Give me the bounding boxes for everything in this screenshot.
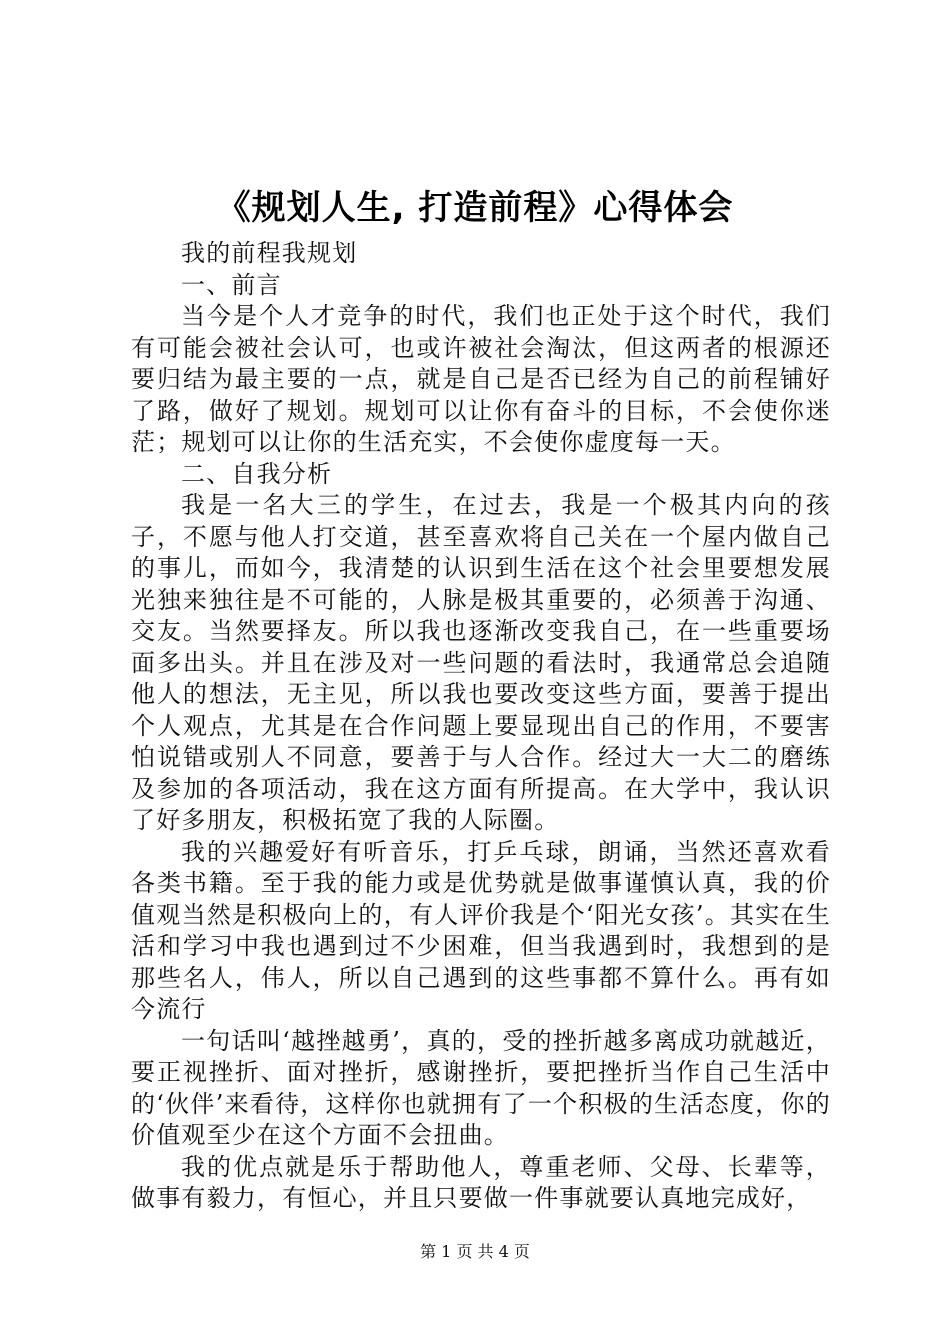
document-body: [131, 238, 831, 1215]
paragraph-self-analysis: 我是一名大三的学生，在过去，我是一个极其内向的孩子，不愿与他人打交道，甚至喜欢将自己关在一个屋内做自己的事儿，而如今，我清楚的认识到生活在这个社会里要想发展光独来独往是不可能的，人脉是极其重要的，必须善于沟通、交友。当然要择友。所以我也逐渐改变我自己，在一些重要场面多出头。并且在涉及对一些问题的看法时，我通常总会追随他人的想法，无主见，所以我也要改变这些方面，要善于提出个人观点，尤其是在合作问题上要显现出自己的作用，不要害怕说错或别人不同意，要善于与人合作。经过大一大二的磨练及参加的各项活动，我在这方面有所提高。在大学中，我认识了好多朋友，积极拓宽了我的人际圈。: [131, 491, 831, 834]
paragraph-subtitle: 我的前程我规划: [181, 239, 358, 267]
paragraph-setbacks: 一句话叫‘越挫越勇’，真的，受的挫折越多离成功就越近，要正视挫折、面对挫折，感谢挫折，要把挫折当作自己生活中的‘伙伴’来看待，这样你也就拥有了一个积极的生活态度，你的价值观至少在这个方面不会扭曲。: [131, 1026, 831, 1149]
paragraph-strengths: 我的优点就是乐于帮助他人，尊重老师、父母、长辈等，做事有毅力，有恒心，并且只要做一件事就要认真地完成好，: [131, 1152, 831, 1212]
paragraph-interests: 我的兴趣爱好有听音乐，打乒乓球，朗诵，当然还喜欢看各类书籍。至于我的能力或是优势就是做事谨慎认真，我的价值观当然是积极向上的，有人评价我是个‘阳光女孩’。其实在生活和学习中我也遇到过不少困难，但当我遇到时，我想到的是那些名人，伟人，所以自己遇到的这些事都不算什么。再有如今流行: [131, 837, 831, 1023]
document-title: 《规划人生, 打造前程》心得体会: [216, 188, 734, 228]
paragraph-heading-preface: 一、前言: [181, 270, 282, 299]
page-number-footer: 第 1 页 共 4 页: [420, 1242, 530, 1261]
paragraph-heading-self-analysis: 二、自我分析: [181, 459, 333, 488]
paragraph-preface: 当今是个人才竞争的时代，我们也正处于这个时代，我们有可能会被社会认可，也或许被社会淘汰，但这两者的根源还要归结为最主要的一点，就是自己是否已经为自己的前程铺好了路，做好了规划。规划可以让你有奋斗的目标，不会使你迷茫；规划可以让你的生活充实，不会使你虚度每一天。: [131, 302, 831, 456]
